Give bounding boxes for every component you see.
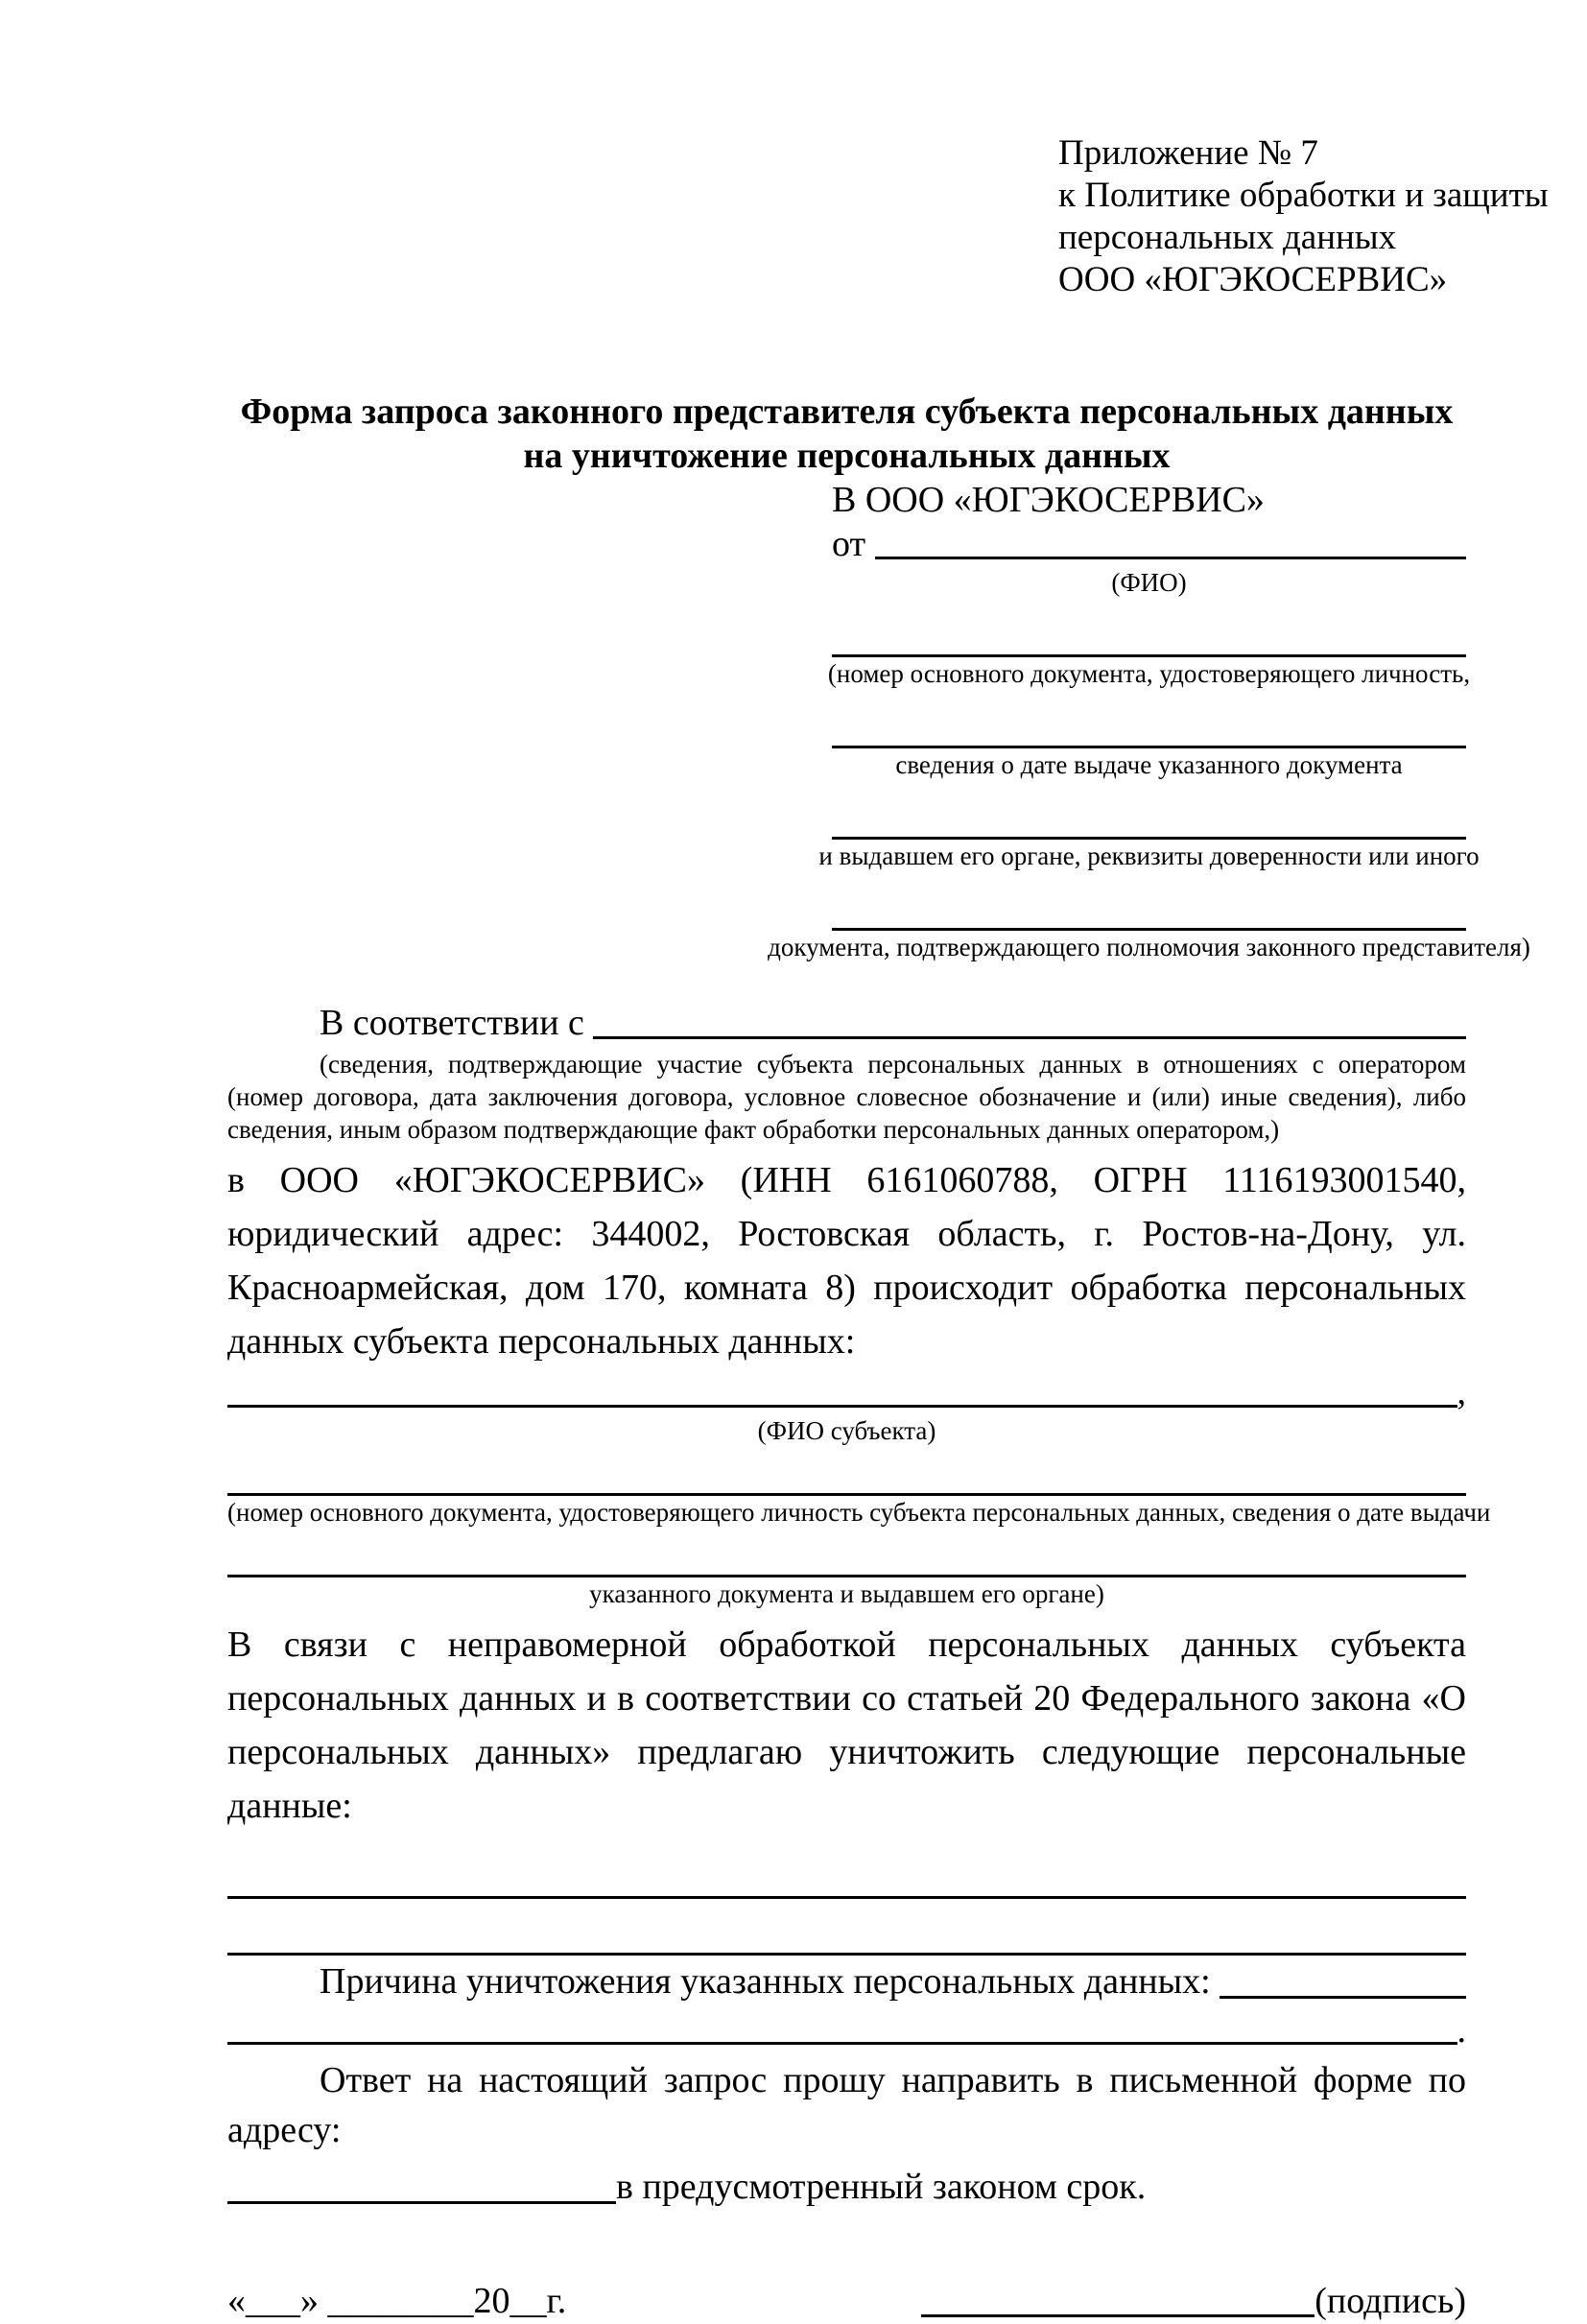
appendix-line: к Политике обработки и защиты bbox=[1058, 176, 1549, 215]
field-caption-subject-doc-issuer: указанного документа и выдавшем его органе) bbox=[589, 1579, 1104, 1608]
form-title bbox=[203, 390, 1490, 478]
subject-name-row bbox=[227, 1370, 1466, 1414]
field-caption-issue-date: сведения о дате выдаче указанного документа bbox=[895, 750, 1403, 779]
representative-doc-blank-line bbox=[832, 806, 1466, 840]
response-request-line: Ответ на настоящий запрос прошу направить в письменной форме по адресу: bbox=[227, 2060, 1466, 2150]
operator-paragraph: в ООО «ЮГЭКОСЕРВИС» (ИНН 6161060788, ОГРН 1116193001540, юридический адрес: 344002, Ростовская область, г. Ростов-на-Дону, ул. Красноармейская, дом 170, комната 8) происходит обработка персональных данных субъекта персональных данных: bbox=[227, 1160, 1466, 1362]
destruction-reason-blank-line bbox=[227, 2009, 1457, 2045]
subject-doc-blank-line bbox=[227, 1460, 1466, 1496]
signature-blank-line bbox=[921, 2278, 1315, 2317]
field-caption-subject-doc: (номер основного документа, удостоверяющего личность субъекта персональных данных, сведения о дате выдачи bbox=[227, 1498, 1491, 1527]
subject-name-blank-line bbox=[227, 1370, 1457, 1408]
data-to-destroy-blank-line bbox=[227, 1918, 1466, 1956]
form-title-line-2: на уничтожение персональных данных bbox=[523, 436, 1171, 476]
signature-group bbox=[921, 2278, 1466, 2324]
addressee-block bbox=[768, 478, 1530, 961]
signature-caption: (подпись) bbox=[1315, 2281, 1466, 2321]
appendix-line: Приложение № 7 bbox=[1058, 133, 1318, 173]
destruction-reason-continuation-row bbox=[227, 2009, 1466, 2051]
appendix-block bbox=[1058, 132, 1549, 301]
addressee-org: В ООО «ЮГЭКОСЕРВИС» bbox=[832, 480, 1265, 520]
subject-doc-blank-line bbox=[227, 1542, 1466, 1577]
field-caption-power-of-attorney: документа, подтверждающего полномочия законного представителя) bbox=[768, 933, 1530, 961]
accordance-row bbox=[227, 1000, 1466, 1046]
date-blank-template: «___» ________20__г. bbox=[227, 2281, 567, 2321]
subject-name-trailing-comma: , bbox=[1457, 1372, 1466, 1412]
field-caption-subject-fio: (ФИО субъекта) bbox=[757, 1416, 936, 1445]
unlawful-processing-paragraph: В связи с неправомерной обработкой персональных данных субъекта персональных данных и в соответствии со статьей 20 Федерального закона «О персональных данных» предлагаю уничтожить следующие персональные данные: bbox=[227, 1624, 1466, 1826]
response-address-row bbox=[227, 2163, 1466, 2211]
representative-doc-blank-line bbox=[832, 897, 1466, 931]
trailing-period: . bbox=[1457, 2010, 1466, 2051]
representative-doc-blank-line bbox=[832, 624, 1466, 657]
field-caption-fio: (ФИО) bbox=[1111, 568, 1187, 597]
accordance-blank-line bbox=[593, 1000, 1466, 1039]
data-to-destroy-blank-line bbox=[227, 1862, 1466, 1899]
field-caption-doc-number: (номер основного документа, удостоверяющего личность, bbox=[827, 659, 1471, 688]
from-label: от bbox=[832, 524, 875, 564]
appendix-line: персональных данных bbox=[1058, 218, 1397, 257]
response-address-blank-line bbox=[227, 2163, 616, 2204]
destruction-reason-blank-line bbox=[1220, 1957, 1466, 1999]
destruction-reason-row bbox=[227, 1957, 1466, 2005]
signature-footer-row bbox=[227, 2278, 1466, 2324]
appendix-line: ООО «ЮГЭКОСЕРВИС» bbox=[1058, 260, 1448, 299]
accordance-lead-text: В соответствии с bbox=[320, 1003, 594, 1043]
field-caption-issuing-authority: и выдавшем его органе, реквизиты доверенности или иного bbox=[818, 842, 1480, 870]
from-field-row bbox=[832, 522, 1466, 566]
response-tail-text: в предусмотренный законом срок. bbox=[616, 2167, 1147, 2207]
representative-doc-blank-line bbox=[832, 715, 1466, 748]
from-blank-line bbox=[875, 522, 1466, 559]
destruction-reason-lead: Причина уничтожения указанных персональных данных: bbox=[320, 1961, 1220, 2002]
form-title-line-1: Форма запроса законного представителя субъекта персональных данных bbox=[240, 391, 1454, 432]
accordance-footnote: (сведения, подтверждающие участие субъекта персональных данных в отношениях с оператором (номер договора, дата заключения договора, условное словесное обозначение и (или) иные сведения), либо сведения, иным образом подтверждающие факт обработки персональных данных оператором,) bbox=[227, 1050, 1466, 1144]
